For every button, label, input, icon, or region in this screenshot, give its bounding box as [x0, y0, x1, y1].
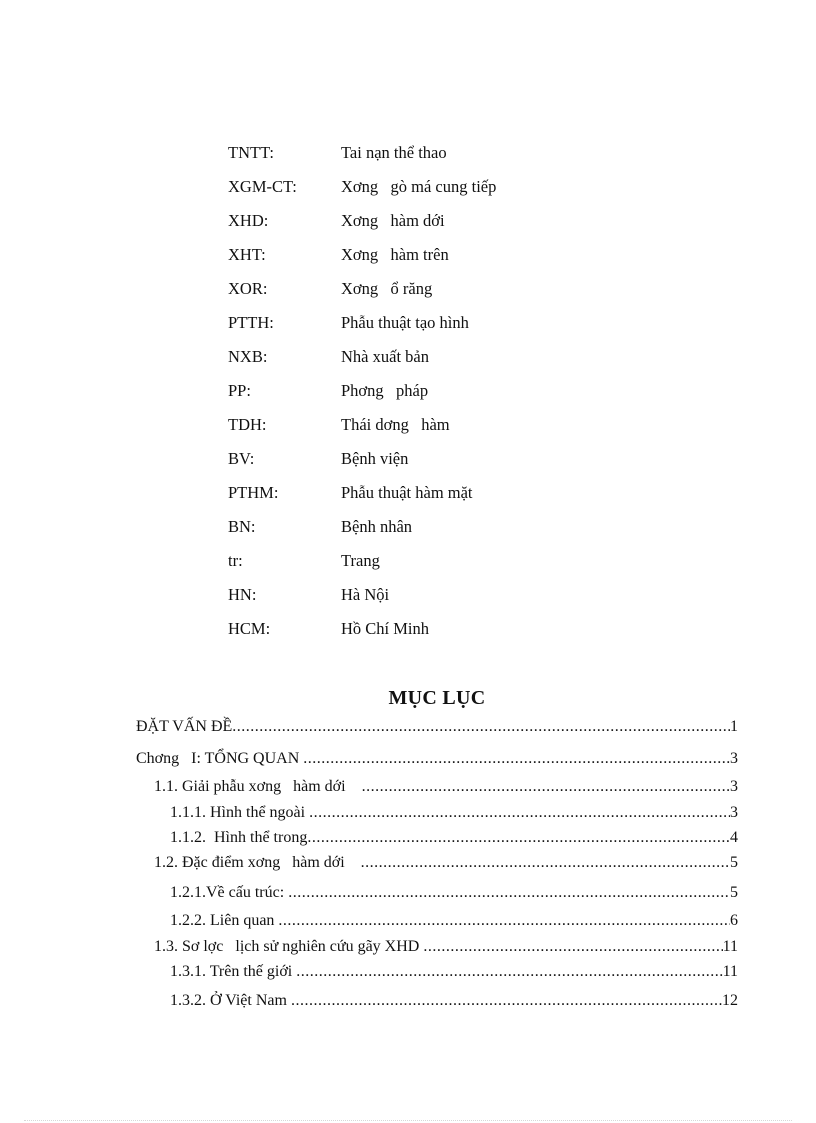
toc-entry-label: 1.2.2. Liên quan [170, 912, 279, 929]
abbreviation-meaning: Xơng ổ răng [341, 279, 433, 298]
abbreviation-meaning: Bệnh nhân [341, 517, 413, 536]
abbreviation-key: PTTH: [228, 313, 274, 332]
page-bottom-divider [24, 1120, 792, 1121]
toc-entry[interactable] [170, 802, 738, 824]
toc-entry-label: 1.3. Sơ lợc lịch sử nghiên cứu gãy XHD [154, 938, 424, 955]
toc-entry[interactable] [170, 827, 738, 849]
toc-entry[interactable] [170, 990, 738, 1012]
abbreviation-row [228, 141, 628, 175]
abbreviation-key: XHD: [228, 211, 269, 230]
abbreviation-meaning: Bệnh viện [341, 449, 409, 468]
abbreviation-meaning: Phơng pháp [341, 381, 429, 400]
toc-entry[interactable] [136, 748, 738, 770]
abbreviation-key: XGM-CT: [228, 177, 297, 196]
toc-page-number: 12 [722, 992, 738, 1009]
toc-leader-dots [361, 852, 730, 874]
toc-entry-label: 1.1.1. Hình thể ngoài [170, 804, 310, 821]
toc-entry-label: 1.3.1. Trên thế giới [170, 963, 297, 980]
toc-entry-label: 1.2. Đặc điểm xơng hàm dới [154, 854, 361, 871]
abbreviation-key: PTHM: [228, 483, 279, 502]
toc-entry-label: 1.2.1.Về cấu trúc: [170, 884, 289, 901]
abbreviation-meaning: Xơng hàm dới [341, 211, 445, 230]
abbreviation-meaning: Tai nạn thể thao [341, 143, 447, 162]
toc-entry-label: 1.1. Giải phẫu xơng hàm dới [154, 778, 362, 795]
toc-leader-dots [232, 716, 730, 738]
toc-leader-dots [291, 990, 722, 1012]
abbreviation-key: HN: [228, 585, 257, 604]
abbreviation-meaning: Hà Nội [341, 585, 390, 604]
abbreviation-row [228, 549, 628, 583]
toc-entry-label: ĐẶT VẤN ĐỀ [136, 718, 233, 735]
abbreviation-row [228, 209, 628, 243]
toc-page-number: 3 [730, 750, 738, 767]
abbreviation-key: XOR: [228, 279, 268, 298]
abbreviation-meaning: Nhà xuất bản [341, 347, 429, 366]
abbreviation-meaning: Thái dơng hàm [341, 415, 450, 434]
toc-leader-dots [278, 910, 730, 932]
toc-leader-dots [303, 748, 730, 770]
toc-page-number: 11 [722, 963, 738, 980]
abbreviation-key: BV: [228, 449, 255, 468]
abbreviation-row [228, 311, 628, 345]
toc-entry[interactable] [136, 716, 738, 738]
toc-page-number: 5 [730, 854, 738, 871]
toc-entry[interactable] [154, 776, 738, 798]
abbreviation-meaning: Xơng gò má cung tiếp [341, 177, 497, 196]
toc-leader-dots [288, 882, 730, 904]
abbreviation-meaning: Phẫu thuật hàm mặt [341, 483, 473, 502]
abbreviation-key: tr: [228, 551, 243, 570]
toc-page-number: 6 [730, 912, 738, 929]
abbreviation-row [228, 413, 628, 447]
abbreviation-list [228, 141, 628, 651]
abbreviation-meaning: Phẫu thuật tạo hình [341, 313, 469, 332]
abbreviation-row [228, 175, 628, 209]
abbreviation-key: TDH: [228, 415, 267, 434]
abbreviation-key: HCM: [228, 619, 271, 638]
toc-leader-dots [423, 936, 722, 958]
toc-entry[interactable] [170, 910, 738, 932]
toc-title: MỤC LỤC [388, 687, 486, 709]
abbreviation-key: TNTT: [228, 143, 274, 162]
abbreviation-key: BN: [228, 517, 256, 536]
toc-page-number: 3 [730, 778, 738, 795]
toc-entry[interactable] [170, 961, 738, 983]
toc-page-number: 3 [730, 804, 738, 821]
abbreviation-meaning: Xơng hàm trên [341, 245, 449, 264]
abbreviation-row [228, 583, 628, 617]
toc-page-number: 4 [730, 829, 738, 846]
abbreviation-meaning: Hồ Chí Minh [341, 619, 430, 638]
toc-page-number: 5 [730, 884, 738, 901]
toc-page-number: 1 [730, 718, 738, 735]
abbreviation-row [228, 243, 628, 277]
toc-entry[interactable] [154, 936, 738, 958]
abbreviation-row [228, 345, 628, 379]
toc-page-number: 11 [722, 938, 738, 955]
abbreviation-row [228, 379, 628, 413]
toc-leader-dots [309, 802, 730, 824]
abbreviation-row [228, 515, 628, 549]
abbreviation-row [228, 277, 628, 311]
toc-leader-dots [307, 827, 730, 849]
toc-entry-label: Chơng I: TỔNG QUAN [136, 750, 304, 767]
toc-entry-label: 1.3.2. Ở Việt Nam [170, 992, 291, 1009]
abbreviation-meaning: Trang [341, 551, 380, 570]
abbreviation-key: XHT: [228, 245, 266, 264]
toc-entry[interactable] [170, 882, 738, 904]
abbreviation-row [228, 481, 628, 515]
toc-leader-dots [362, 776, 730, 798]
toc-entry[interactable] [154, 852, 738, 874]
toc-leader-dots [296, 961, 722, 983]
abbreviation-key: PP: [228, 381, 251, 400]
abbreviation-row [228, 617, 628, 651]
toc-entry-label: 1.1.2. Hình thể trong [170, 829, 308, 846]
abbreviation-row [228, 447, 628, 481]
abbreviation-key: NXB: [228, 347, 268, 366]
